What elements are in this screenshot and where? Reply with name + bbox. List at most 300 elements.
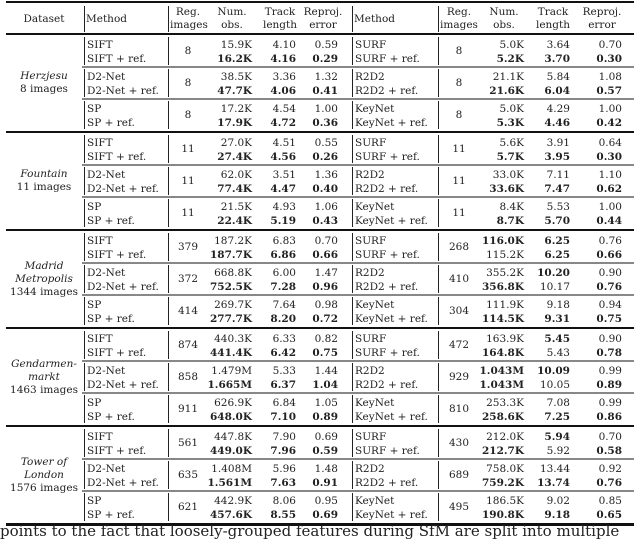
- reproj-error-value: 0.76: [596, 281, 622, 293]
- track-length-value: 4.10: [272, 39, 296, 51]
- dataset-name: Madrid: [24, 259, 64, 272]
- dataset-name: markt: [28, 370, 60, 383]
- reproj-error-value: 1.10: [598, 169, 622, 181]
- track-length-value: 6.25: [544, 235, 570, 247]
- num-obs-value: 752.5K: [209, 281, 252, 293]
- track-length-value: 3.51: [272, 169, 296, 181]
- group-divider: [82, 262, 634, 264]
- num-obs-value: 62.0K: [220, 169, 252, 181]
- method-bar: [352, 493, 353, 521]
- track-length-value: 5.96: [272, 463, 296, 475]
- num-obs-value: 1.561M: [207, 477, 252, 489]
- method-name: SURF: [355, 137, 387, 149]
- method-bar: [168, 461, 169, 489]
- header-line: error: [588, 19, 616, 31]
- reproj-error-value: 0.59: [314, 39, 338, 51]
- method-name: KeyNet: [355, 201, 395, 213]
- reproj-error-value: 1.00: [598, 103, 622, 115]
- method-bar: [84, 493, 85, 521]
- method-bar: [168, 297, 169, 325]
- method-bar: [168, 101, 169, 129]
- reproj-error-value: 0.89: [312, 411, 338, 423]
- dataset-name: Tower of: [20, 455, 68, 468]
- reg-images-value: 414: [177, 305, 199, 317]
- method-name: SURF: [355, 39, 387, 51]
- method-name: SIFT: [87, 137, 113, 149]
- track-length-value: 7.28: [270, 281, 296, 293]
- group-divider: [82, 164, 634, 166]
- dataset-rule: [6, 229, 634, 231]
- header-line: Track: [537, 6, 569, 18]
- num-obs-value: 626.9K: [214, 397, 252, 409]
- num-obs-value: 27.4K: [217, 151, 252, 163]
- reg-images-value: 635: [177, 469, 199, 481]
- method-bar: [438, 69, 439, 97]
- track-length-value: 9.18: [544, 509, 570, 521]
- method-bar: [352, 265, 353, 293]
- method-name: SURF + ref.: [355, 445, 420, 457]
- reproj-error-value: 0.41: [312, 85, 338, 97]
- track-length-value: 5.84: [546, 71, 570, 83]
- reproj-error-value: 1.32: [314, 71, 338, 83]
- num-obs-value: 269.7K: [214, 299, 252, 311]
- method-name: R2D2: [355, 463, 385, 475]
- num-obs-value: 1.665M: [207, 379, 252, 391]
- reproj-error-value: 0.44: [596, 215, 622, 227]
- num-obs-value: 442.9K: [214, 495, 252, 507]
- track-length-value: 8.06: [272, 495, 296, 507]
- reproj-error-value: 0.58: [596, 445, 622, 457]
- track-length-value: 7.47: [544, 183, 570, 195]
- track-length-value: 5.33: [272, 365, 296, 377]
- track-length-value: 9.02: [546, 495, 570, 507]
- num-obs-value: 186.5K: [486, 495, 524, 507]
- num-obs-value: 447.8K: [214, 431, 252, 443]
- reproj-error-value: 0.30: [596, 151, 622, 163]
- reproj-error-value: 0.90: [598, 333, 622, 345]
- method-name: SIFT: [87, 39, 113, 51]
- reproj-error-value: 0.99: [598, 365, 622, 377]
- reproj-error-value: 1.04: [312, 379, 338, 391]
- header-line: Reproj.: [582, 6, 622, 18]
- method-bar: [84, 233, 85, 261]
- track-length-value: 4.56: [270, 151, 296, 163]
- method-name: SIFT + ref.: [87, 249, 147, 261]
- method-name: D2-Net: [87, 71, 126, 83]
- track-length-value: 3.70: [544, 53, 570, 65]
- num-obs-value: 212.7K: [481, 445, 524, 457]
- method-name: R2D2: [355, 267, 385, 279]
- group-divider: [82, 490, 634, 492]
- header-line: Num.: [217, 6, 247, 18]
- method-bar: [438, 199, 439, 227]
- num-obs-value: 258.6K: [481, 411, 524, 423]
- track-length-value: 4.29: [546, 103, 570, 115]
- num-obs-value: 5.6K: [499, 137, 524, 149]
- reg-images-value: 911: [177, 403, 199, 415]
- dataset-rule: [6, 425, 634, 427]
- reproj-error-value: 1.48: [314, 463, 338, 475]
- method-name: SP: [87, 201, 102, 213]
- reg-images-value: 268: [448, 241, 470, 253]
- method-bar: [438, 37, 439, 65]
- method-name: R2D2 + ref.: [355, 379, 419, 391]
- method-name: R2D2: [355, 169, 385, 181]
- num-obs-value: 116.0K: [481, 235, 524, 247]
- method-bar: [438, 233, 439, 261]
- header-reproj-error: [576, 4, 628, 34]
- dataset-rule: [6, 327, 634, 329]
- group-divider: [82, 196, 634, 198]
- method-bar: [438, 135, 439, 163]
- column-divider: [438, 6, 439, 32]
- method-name: SIFT + ref.: [87, 53, 147, 65]
- track-length-value: 4.16: [270, 53, 296, 65]
- reg-images-value: 11: [181, 143, 195, 155]
- method-bar: [352, 199, 353, 227]
- track-length-value: 6.37: [270, 379, 296, 391]
- num-obs-value: 164.8K: [481, 347, 524, 359]
- dataset-image-count: 1463 images: [10, 383, 78, 396]
- method-name: KeyNet: [355, 397, 395, 409]
- track-length-value: 6.83: [272, 235, 296, 247]
- num-obs-value: 21.1K: [492, 71, 524, 83]
- reproj-error-value: 0.36: [312, 117, 338, 129]
- header-rule: [6, 33, 634, 35]
- column-divider: [84, 6, 85, 32]
- header-dataset: [6, 4, 82, 34]
- reg-images-value: 929: [448, 371, 470, 383]
- reproj-error-value: 0.30: [596, 53, 622, 65]
- track-length-value: 10.05: [539, 379, 570, 391]
- dataset-label: [6, 358, 82, 397]
- num-obs-value: 648.0K: [209, 411, 252, 423]
- method-bar: [84, 167, 85, 195]
- reg-images-value: 11: [181, 207, 195, 219]
- reproj-error-value: 0.90: [598, 267, 622, 279]
- reg-images-value: 874: [177, 339, 199, 351]
- method-name: D2-Net + ref.: [87, 477, 159, 489]
- track-length-value: 13.44: [539, 463, 570, 475]
- dataset-label: [6, 168, 82, 194]
- method-name: SIFT + ref.: [87, 151, 147, 163]
- header-reproj-error: [302, 4, 344, 34]
- header-line: Reg.: [175, 6, 201, 18]
- track-length-value: 5.53: [546, 201, 570, 213]
- method-name: SURF: [355, 235, 387, 247]
- method-bar: [168, 265, 169, 293]
- method-name: SP + ref.: [87, 509, 135, 521]
- method-bar: [438, 101, 439, 129]
- method-name: SIFT: [87, 235, 113, 247]
- num-obs-value: 1.043M: [479, 365, 524, 377]
- reg-images-value: 495: [448, 501, 470, 513]
- header-method-label: Method: [354, 12, 395, 25]
- reproj-error-value: 0.92: [598, 463, 622, 475]
- reproj-error-value: 1.06: [314, 201, 338, 213]
- num-obs-value: 277.7K: [209, 313, 252, 325]
- track-length-value: 5.45: [544, 333, 570, 345]
- method-bar: [84, 331, 85, 359]
- method-bar: [438, 297, 439, 325]
- method-bar: [438, 461, 439, 489]
- reproj-error-value: 1.47: [314, 267, 338, 279]
- num-obs-value: 253.3K: [486, 397, 524, 409]
- num-obs-value: 759.2K: [481, 477, 524, 489]
- reproj-error-value: 0.94: [598, 299, 622, 311]
- header-reg-images: [440, 4, 478, 34]
- num-obs-value: 77.4K: [217, 183, 252, 195]
- header-method: [354, 4, 434, 34]
- reg-images-value: 11: [452, 143, 466, 155]
- reproj-error-value: 0.59: [312, 445, 338, 457]
- dataset-label: [6, 456, 82, 495]
- reproj-error-value: 0.98: [314, 299, 338, 311]
- reproj-error-value: 0.85: [598, 495, 622, 507]
- method-bar: [168, 395, 169, 423]
- reproj-error-value: 0.89: [596, 379, 622, 391]
- method-bar: [168, 135, 169, 163]
- method-bar: [352, 37, 353, 65]
- track-length-value: 4.54: [272, 103, 296, 115]
- track-length-value: 6.04: [544, 85, 570, 97]
- reproj-error-value: 0.70: [314, 235, 338, 247]
- track-length-value: 4.93: [272, 201, 296, 213]
- num-obs-value: 187.2K: [214, 235, 252, 247]
- header-line: Reproj.: [303, 6, 343, 18]
- num-obs-value: 1.408M: [211, 463, 252, 475]
- num-obs-value: 441.4K: [209, 347, 252, 359]
- reg-images-value: 379: [177, 241, 199, 253]
- reproj-error-value: 0.40: [312, 183, 338, 195]
- group-divider: [82, 98, 634, 100]
- track-length-value: 7.08: [546, 397, 570, 409]
- num-obs-value: 190.8K: [481, 509, 524, 521]
- reg-images-value: 621: [177, 501, 199, 513]
- num-obs-value: 114.5K: [481, 313, 524, 325]
- method-bar: [84, 363, 85, 391]
- reproj-error-value: 1.36: [314, 169, 338, 181]
- reg-images-value: 810: [448, 403, 470, 415]
- track-length-value: 6.33: [272, 333, 296, 345]
- reproj-error-value: 0.75: [596, 313, 622, 325]
- track-length-value: 8.55: [270, 509, 296, 521]
- reproj-error-value: 0.96: [312, 281, 338, 293]
- reproj-error-value: 0.78: [596, 347, 622, 359]
- track-length-value: 10.20: [537, 267, 570, 279]
- header-method: [86, 4, 166, 34]
- dataset-name: Metropolis: [15, 272, 73, 285]
- method-name: R2D2 + ref.: [355, 85, 419, 97]
- method-name: SURF + ref.: [355, 53, 420, 65]
- method-name: SP: [87, 103, 102, 115]
- dataset-image-count: 1344 images: [10, 285, 78, 298]
- method-name: R2D2: [355, 365, 385, 377]
- num-obs-value: 5.0K: [499, 39, 524, 51]
- dataset-name: London: [24, 468, 64, 481]
- reproj-error-value: 1.44: [314, 365, 338, 377]
- track-length-value: 7.11: [546, 169, 570, 181]
- method-bar: [168, 493, 169, 521]
- track-length-value: 10.09: [537, 365, 570, 377]
- method-bar: [84, 265, 85, 293]
- reproj-error-value: 0.76: [596, 477, 622, 489]
- track-length-value: 6.42: [270, 347, 296, 359]
- reproj-error-value: 0.99: [598, 397, 622, 409]
- reproj-error-value: 1.05: [314, 397, 338, 409]
- method-name: SP: [87, 397, 102, 409]
- method-bar: [84, 101, 85, 129]
- track-length-value: 4.06: [270, 85, 296, 97]
- method-bar: [438, 265, 439, 293]
- track-length-value: 9.31: [544, 313, 570, 325]
- num-obs-value: 16.2K: [217, 53, 252, 65]
- reproj-error-value: 0.70: [598, 431, 622, 443]
- method-name: D2-Net + ref.: [87, 379, 159, 391]
- method-name: KeyNet: [355, 495, 395, 507]
- track-length-value: 6.84: [272, 397, 296, 409]
- method-bar: [168, 37, 169, 65]
- reg-images-value: 472: [448, 339, 470, 351]
- track-length-value: 8.20: [270, 313, 296, 325]
- method-name: SP + ref.: [87, 411, 135, 423]
- method-bar: [352, 233, 353, 261]
- track-length-value: 3.36: [272, 71, 296, 83]
- reg-images-value: 8: [184, 45, 192, 57]
- column-divider: [168, 6, 169, 32]
- reproj-error-value: 0.91: [312, 477, 338, 489]
- track-length-value: 10.17: [539, 281, 570, 293]
- track-length-value: 4.46: [544, 117, 570, 129]
- reproj-error-value: 0.55: [314, 137, 338, 149]
- method-bar: [168, 167, 169, 195]
- method-bar: [352, 101, 353, 129]
- reg-images-value: 8: [455, 109, 463, 121]
- body-text: points to the fact that loosely-grouped features during SfM are split into multiple: [0, 522, 620, 540]
- reg-images-value: 11: [181, 175, 195, 187]
- num-obs-value: 187.7K: [209, 249, 252, 261]
- method-name: SURF + ref.: [355, 151, 420, 163]
- method-name: SURF: [355, 431, 387, 443]
- reproj-error-value: 0.64: [598, 137, 622, 149]
- reproj-error-value: 0.26: [312, 151, 338, 163]
- header-line: length: [535, 19, 571, 31]
- method-name: KeyNet: [355, 299, 395, 311]
- method-bar: [438, 493, 439, 521]
- method-name: SURF + ref.: [355, 249, 420, 261]
- method-name: SP + ref.: [87, 215, 135, 227]
- header-line: obs.: [493, 19, 515, 31]
- track-length-value: 6.00: [272, 267, 296, 279]
- dataset-label: [6, 260, 82, 299]
- method-name: SP: [87, 495, 102, 507]
- reproj-error-value: 1.00: [314, 103, 338, 115]
- track-length-value: 6.86: [270, 249, 296, 261]
- header-line: Track: [264, 6, 296, 18]
- num-obs-value: 668.8K: [214, 267, 252, 279]
- method-bar: [438, 395, 439, 423]
- num-obs-value: 449.0K: [209, 445, 252, 457]
- num-obs-value: 8.4K: [499, 201, 524, 213]
- method-name: SIFT + ref.: [87, 445, 147, 457]
- method-bar: [84, 135, 85, 163]
- top-rule: [6, 1, 634, 3]
- method-name: D2-Net: [87, 169, 126, 181]
- method-name: D2-Net: [87, 267, 126, 279]
- method-bar: [352, 331, 353, 359]
- method-bar: [438, 363, 439, 391]
- method-name: KeyNet + ref.: [355, 509, 428, 521]
- num-obs-value: 1.479M: [211, 365, 252, 377]
- reproj-error-value: 0.43: [312, 215, 338, 227]
- method-bar: [168, 233, 169, 261]
- reproj-error-value: 0.29: [312, 53, 338, 65]
- header-reg-images: [170, 4, 206, 34]
- reproj-error-value: 0.70: [598, 39, 622, 51]
- header-line: images: [440, 19, 478, 31]
- method-name: KeyNet + ref.: [355, 313, 428, 325]
- track-length-value: 5.94: [544, 431, 570, 443]
- method-bar: [84, 199, 85, 227]
- method-name: KeyNet + ref.: [355, 215, 428, 227]
- num-obs-value: 356.8K: [481, 281, 524, 293]
- num-obs-value: 17.9K: [217, 117, 252, 129]
- method-name: KeyNet + ref.: [355, 411, 428, 423]
- method-bar: [168, 429, 169, 457]
- num-obs-value: 212.0K: [486, 431, 524, 443]
- num-obs-value: 457.6K: [209, 509, 252, 521]
- method-bar: [352, 297, 353, 325]
- num-obs-value: 355.2K: [486, 267, 524, 279]
- num-obs-value: 5.0K: [499, 103, 524, 115]
- reg-images-value: 372: [177, 273, 199, 285]
- method-name: D2-Net: [87, 463, 126, 475]
- dataset-image-count: 1576 images: [10, 481, 78, 494]
- track-length-value: 7.90: [272, 431, 296, 443]
- num-obs-value: 111.9K: [486, 299, 524, 311]
- track-length-value: 13.74: [537, 477, 570, 489]
- header-num-obs: [206, 4, 258, 34]
- track-length-value: 9.18: [546, 299, 570, 311]
- method-bar: [84, 69, 85, 97]
- header-track-length: [258, 4, 302, 34]
- reproj-error-value: 0.69: [314, 431, 338, 443]
- method-bar: [168, 363, 169, 391]
- track-length-value: 7.63: [270, 477, 296, 489]
- track-length-value: 5.70: [544, 215, 570, 227]
- num-obs-value: 115.2K: [486, 249, 524, 261]
- track-length-value: 4.72: [270, 117, 296, 129]
- track-length-value: 5.19: [270, 215, 296, 227]
- method-name: D2-Net + ref.: [87, 281, 159, 293]
- group-divider: [82, 392, 634, 394]
- reproj-error-value: 0.95: [314, 495, 338, 507]
- reg-images-value: 304: [448, 305, 470, 317]
- track-length-value: 6.25: [544, 249, 570, 261]
- dataset-label: [6, 70, 82, 96]
- track-length-value: 3.95: [544, 151, 570, 163]
- header-line: length: [262, 19, 298, 31]
- method-bar: [438, 167, 439, 195]
- dataset-image-count: 11 images: [16, 181, 72, 193]
- reproj-error-value: 1.00: [598, 201, 622, 213]
- method-name: SIFT + ref.: [87, 347, 147, 359]
- reproj-error-value: 0.65: [596, 509, 622, 521]
- method-name: R2D2 + ref.: [355, 477, 419, 489]
- column-divider: [352, 6, 353, 32]
- num-obs-value: 440.3K: [214, 333, 252, 345]
- reg-images-value: 410: [448, 273, 470, 285]
